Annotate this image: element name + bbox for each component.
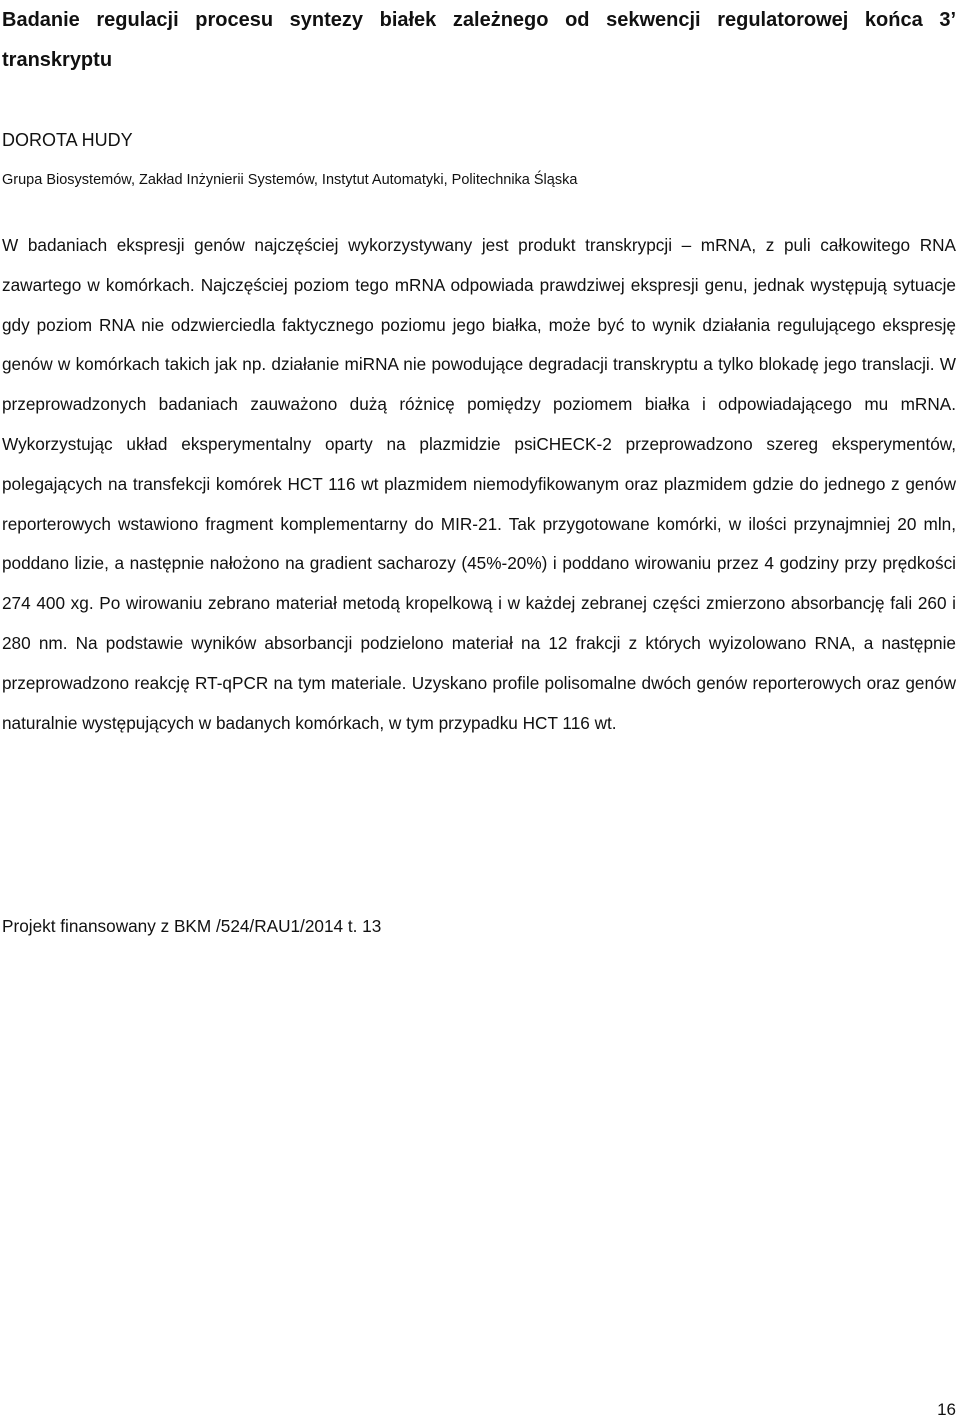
author-affiliation: Grupa Biosystemów, Zakład Inżynierii Systemów, Instytut Automatyki, Politechnika Śląska xyxy=(2,172,578,188)
abstract-sentence: Wykorzystując układ eksperymentalny oparty na plazmidzie psiCHECK-2 przeprowadzono szereg eksperymentów, polegających na transfekcji komórek HCT 116 wt plazmidem niemodyfikowanym oraz plazmidem gdzie do jednego z genów reporterowych wstawiono fragment komplementarny do MIR-21. xyxy=(2,433,956,534)
abstract-sentence: Uzyskano profile polisomalne dwóch genów reporterowych oraz genów naturalnie występujących w badanych komórkach, w tym przypadku HCT 116 wt. xyxy=(2,672,956,733)
abstract-sentence: Po wirowaniu zebrano materiał metodą kropelkową i w każdej zebranej części zmierzono absorbancję fali 260 i 280 nm. xyxy=(2,593,956,653)
funding-note: Projekt finansowany z BKM /524/RAU1/2014 t. 13 xyxy=(2,916,382,936)
abstract-sentence: W przeprowadzonych badaniach zauważono dużą różnicę pomiędzy poziomem białka i odpowiadającego mu mRNA. xyxy=(2,354,956,415)
abstract-paragraph xyxy=(2,226,956,743)
abstract-sentence: Na podstawie wyników absorbancji podzielono materiał na 12 frakcji z których wyizolowano RNA, a następnie przeprowadzono reakcję RT-qPCR na tym materiale. xyxy=(2,632,956,693)
document-title: Badanie regulacji procesu syntezy białek zależnego od sekwencji regulatorowej końca 3’ transkryptu xyxy=(2,9,956,71)
author-name: DOROTA HUDY xyxy=(2,130,133,150)
page-number: 16 xyxy=(937,1400,956,1419)
abstract-sentence: Tak przygotowane komórki, w ilości przynajmniej 20 mln, poddano lizie, a następnie nałożono na gradient sacharozy (45%-20%) i poddano wirowaniu przez 4 godziny przy prędkości 274 400 xg. xyxy=(2,513,956,614)
abstract-sentence: Najczęściej poziom tego mRNA odpowiada prawdziwej ekspresji genu, jednak występują sytuacje gdy poziom RNA nie odzwierciedla faktycznego poziomu jego białka, może być to wynik działania regulującego ekspresję genów w komórkach takich jak np. działanie miRNA nie powodujące degradacji transkryptu a tylko blokadę jego translacji. xyxy=(2,274,956,375)
abstract-sentence: W badaniach ekspresji genów najczęściej wykorzystywany jest produkt transkrypcji – mRNA, z puli całkowitego RNA zawartego w komórkach. xyxy=(2,235,956,295)
